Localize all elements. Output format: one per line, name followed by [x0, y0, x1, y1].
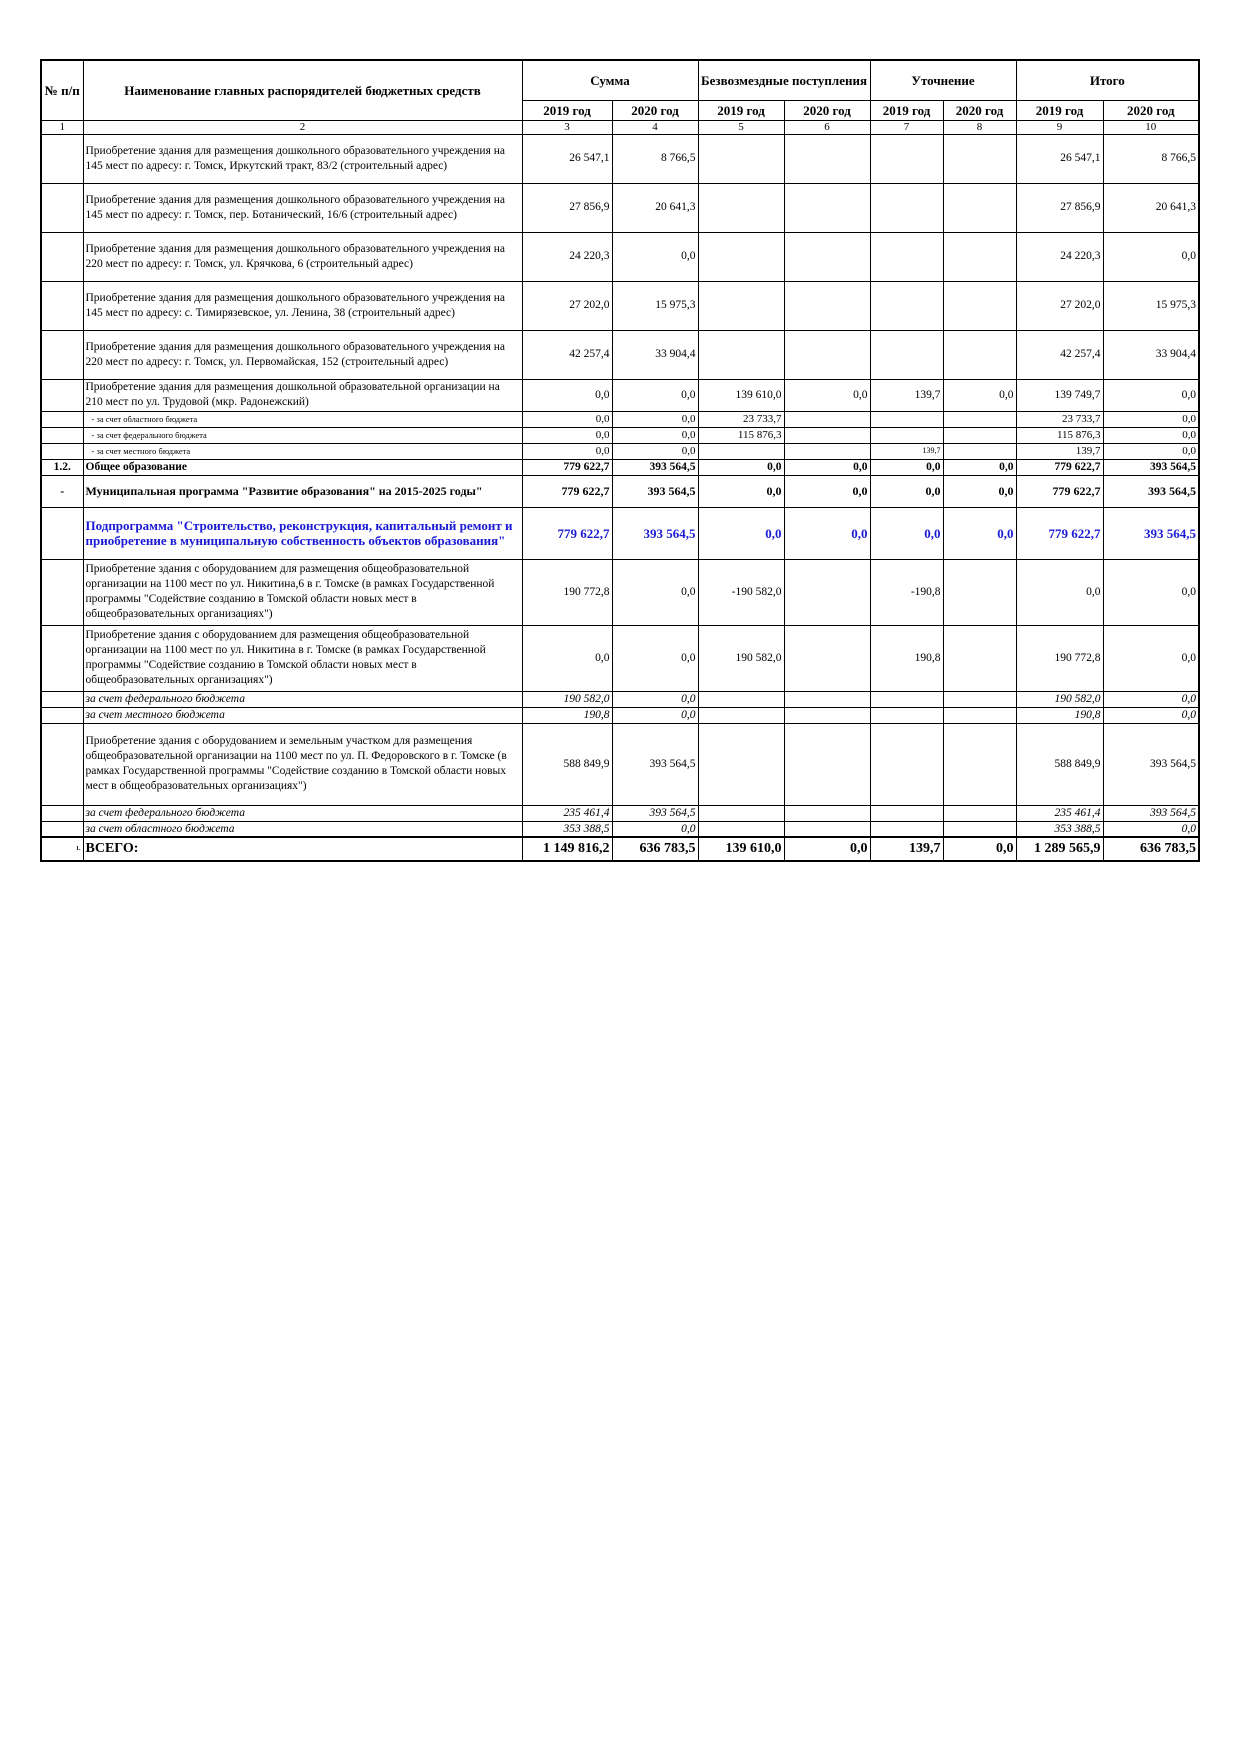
header-group-adjust: Уточнение — [870, 60, 1016, 100]
value-cell: 0,0 — [612, 379, 698, 411]
value-cell — [943, 281, 1016, 330]
value-cell — [698, 330, 784, 379]
value-cell — [698, 443, 784, 459]
table-row — [41, 625, 1199, 691]
value-cell — [870, 427, 943, 443]
value-cell — [784, 134, 870, 183]
value-cell: 0,0 — [612, 411, 698, 427]
table-row — [41, 134, 1199, 183]
column-index: 5 — [698, 120, 784, 134]
value-cell: 20 641,3 — [612, 183, 698, 232]
value-cell: 779 622,7 — [522, 507, 612, 559]
value-cell: 0,0 — [784, 837, 870, 861]
table-row — [41, 232, 1199, 281]
value-cell — [698, 691, 784, 707]
header-year: 2019 год — [870, 100, 943, 120]
row-name: за счет федерального бюджета — [83, 805, 522, 821]
value-cell: 0,0 — [784, 475, 870, 507]
value-cell: 0,0 — [784, 379, 870, 411]
value-cell: 0,0 — [943, 379, 1016, 411]
value-cell — [870, 232, 943, 281]
value-cell: 0,0 — [522, 427, 612, 443]
value-cell: 139 749,7 — [1016, 379, 1103, 411]
value-cell: 24 220,3 — [522, 232, 612, 281]
row-number — [41, 805, 83, 821]
value-cell: 8 766,5 — [612, 134, 698, 183]
value-cell — [698, 232, 784, 281]
value-cell: 588 849,9 — [1016, 723, 1103, 805]
row-name: за счет областного бюджета — [83, 821, 522, 837]
value-cell: 15 975,3 — [612, 281, 698, 330]
value-cell — [943, 707, 1016, 723]
value-cell — [943, 183, 1016, 232]
value-cell: 393 564,5 — [1103, 475, 1199, 507]
value-cell: 393 564,5 — [1103, 507, 1199, 559]
table-row — [41, 707, 1199, 723]
value-cell: 23 733,7 — [698, 411, 784, 427]
value-cell: 0,0 — [1103, 559, 1199, 625]
value-cell — [784, 723, 870, 805]
value-cell — [943, 691, 1016, 707]
row-number: - — [41, 475, 83, 507]
row-name: ВСЕГО: — [83, 837, 522, 861]
value-cell: 0,0 — [870, 459, 943, 475]
header-name: Наименование главных распорядителей бюджетных средств — [83, 60, 522, 120]
value-cell: 0,0 — [612, 443, 698, 459]
row-number — [41, 183, 83, 232]
value-cell — [943, 411, 1016, 427]
value-cell: 190,8 — [1016, 707, 1103, 723]
value-cell: 26 547,1 — [522, 134, 612, 183]
table-row — [41, 379, 1199, 411]
row-number — [41, 134, 83, 183]
value-cell — [784, 281, 870, 330]
row-name: Приобретение здания с оборудованием и земельным участком для размещения общеобразовательной организации на 1100 мест по ул. П. Федоровского в г. Томске (в рамках Государственной программы "Содействие созданию в Томской области новых мест в общеобразовательных организациях") — [83, 723, 522, 805]
value-cell: 15 975,3 — [1103, 281, 1199, 330]
value-cell: 27 856,9 — [1016, 183, 1103, 232]
row-name: за счет федерального бюджета — [83, 691, 522, 707]
value-cell — [784, 330, 870, 379]
table-row — [41, 281, 1199, 330]
value-cell: 779 622,7 — [1016, 459, 1103, 475]
row-name: Приобретение здания для размещения дошкольного образовательного учреждения на 145 мест по адресу: г. Томск, пер. Ботанический, 16/6 (строительный адрес) — [83, 183, 522, 232]
value-cell — [870, 330, 943, 379]
row-number — [41, 427, 83, 443]
row-number — [41, 625, 83, 691]
value-cell: 779 622,7 — [1016, 475, 1103, 507]
value-cell: 1 149 816,2 — [522, 837, 612, 861]
value-cell — [870, 707, 943, 723]
value-cell: -190 582,0 — [698, 559, 784, 625]
row-number — [41, 379, 83, 411]
value-cell: 0,0 — [522, 411, 612, 427]
value-cell: 20 641,3 — [1103, 183, 1199, 232]
value-cell: 26 547,1 — [1016, 134, 1103, 183]
value-cell: 190 582,0 — [1016, 691, 1103, 707]
value-cell: 190,8 — [870, 625, 943, 691]
row-number — [41, 232, 83, 281]
value-cell: 636 783,5 — [612, 837, 698, 861]
value-cell — [784, 183, 870, 232]
value-cell: 393 564,5 — [1103, 723, 1199, 805]
table-row — [41, 805, 1199, 821]
value-cell: 0,0 — [612, 691, 698, 707]
value-cell — [784, 427, 870, 443]
value-cell: 0,0 — [522, 625, 612, 691]
table-row — [41, 183, 1199, 232]
value-cell — [943, 443, 1016, 459]
value-cell — [784, 559, 870, 625]
value-cell — [870, 183, 943, 232]
value-cell — [698, 183, 784, 232]
value-cell: 0,0 — [870, 475, 943, 507]
row-number — [41, 707, 83, 723]
value-cell: 33 904,4 — [1103, 330, 1199, 379]
row-name: Приобретение здания для размещения дошкольного образовательного учреждения на 220 мест по адресу: г. Томск, ул. Первомайская, 152 (строительный адрес) — [83, 330, 522, 379]
row-name: Приобретение здания для размещения дошкольного образовательного учреждения на 145 мест по адресу: г. Томск, Иркутский тракт, 83/2 (строительный адрес) — [83, 134, 522, 183]
row-number — [41, 411, 83, 427]
value-cell: 23 733,7 — [1016, 411, 1103, 427]
value-cell: 0,0 — [943, 475, 1016, 507]
budget-table — [40, 59, 1200, 862]
value-cell — [784, 411, 870, 427]
value-cell: 0,0 — [698, 475, 784, 507]
value-cell — [698, 281, 784, 330]
value-cell: 139 610,0 — [698, 379, 784, 411]
value-cell — [784, 707, 870, 723]
row-name: Подпрограмма "Строительство, реконструкция, капитальный ремонт и приобретение в муниципальную собственность объектов образования" — [83, 507, 522, 559]
table-row — [41, 427, 1199, 443]
column-index: 10 — [1103, 120, 1199, 134]
header-year: 2020 год — [1103, 100, 1199, 120]
value-cell — [943, 821, 1016, 837]
table-row — [41, 507, 1199, 559]
value-cell: 139 610,0 — [698, 837, 784, 861]
column-index: 2 — [83, 120, 522, 134]
value-cell: 1 289 565,9 — [1016, 837, 1103, 861]
value-cell — [784, 691, 870, 707]
header-year: 2019 год — [1016, 100, 1103, 120]
row-number: 1.2. — [41, 459, 83, 475]
value-cell — [784, 443, 870, 459]
value-cell: 0,0 — [1103, 232, 1199, 281]
value-cell: 0,0 — [1103, 691, 1199, 707]
value-cell — [698, 134, 784, 183]
value-cell: 0,0 — [1016, 559, 1103, 625]
column-index-row — [41, 120, 1199, 134]
row-number — [41, 559, 83, 625]
value-cell — [698, 821, 784, 837]
value-cell: 42 257,4 — [1016, 330, 1103, 379]
row-number — [41, 281, 83, 330]
value-cell — [870, 723, 943, 805]
header-group-total: Итого — [1016, 60, 1199, 100]
value-cell — [698, 723, 784, 805]
header-year: 2019 год — [698, 100, 784, 120]
table-row — [41, 691, 1199, 707]
value-cell: 0,0 — [1103, 379, 1199, 411]
column-index: 7 — [870, 120, 943, 134]
column-index: 8 — [943, 120, 1016, 134]
row-name: - за счет федерального бюджета — [83, 427, 522, 443]
header-year: 2020 год — [784, 100, 870, 120]
value-cell: 190 582,0 — [698, 625, 784, 691]
value-cell: 353 388,5 — [1016, 821, 1103, 837]
value-cell: 0,0 — [943, 837, 1016, 861]
value-cell: 139,7 — [870, 379, 943, 411]
value-cell — [784, 805, 870, 821]
row-number — [41, 507, 83, 559]
value-cell: 190 772,8 — [522, 559, 612, 625]
value-cell: 115 876,3 — [698, 427, 784, 443]
row-number — [41, 330, 83, 379]
header-year: 2020 год — [612, 100, 698, 120]
value-cell: 0,0 — [1103, 625, 1199, 691]
row-number — [41, 723, 83, 805]
value-cell: 0,0 — [943, 507, 1016, 559]
value-cell — [943, 232, 1016, 281]
value-cell: 353 388,5 — [522, 821, 612, 837]
row-name: Приобретение здания для размещения дошкольного образовательного учреждения на 145 мест по адресу: с. Тимирязевское, ул. Ленина, 38 (строительный адрес) — [83, 281, 522, 330]
value-cell: 393 564,5 — [1103, 459, 1199, 475]
value-cell: 190,8 — [522, 707, 612, 723]
value-cell: 393 564,5 — [612, 805, 698, 821]
value-cell: 0,0 — [1103, 821, 1199, 837]
row-number: 1. — [41, 837, 83, 861]
value-cell: 0,0 — [612, 707, 698, 723]
value-cell: 0,0 — [522, 379, 612, 411]
value-cell: 0,0 — [612, 625, 698, 691]
value-cell — [870, 411, 943, 427]
value-cell: 139,7 — [870, 443, 943, 459]
column-index: 1 — [41, 120, 83, 134]
value-cell: 393 564,5 — [612, 475, 698, 507]
row-name: - за счет местного бюджета — [83, 443, 522, 459]
value-cell: 588 849,9 — [522, 723, 612, 805]
table-row — [41, 475, 1199, 507]
table-row — [41, 723, 1199, 805]
value-cell — [784, 821, 870, 837]
value-cell: 190 772,8 — [1016, 625, 1103, 691]
value-cell: 190 582,0 — [522, 691, 612, 707]
table-row — [41, 443, 1199, 459]
header-year: 2019 год — [522, 100, 612, 120]
value-cell: 779 622,7 — [1016, 507, 1103, 559]
value-cell: 0,0 — [612, 427, 698, 443]
value-cell: 0,0 — [522, 443, 612, 459]
column-index: 3 — [522, 120, 612, 134]
value-cell: 393 564,5 — [1103, 805, 1199, 821]
row-name: Муниципальная программа "Развитие образования" на 2015-2025 годы" — [83, 475, 522, 507]
row-name: - за счет областного бюджета — [83, 411, 522, 427]
value-cell — [870, 821, 943, 837]
value-cell: 8 766,5 — [1103, 134, 1199, 183]
value-cell: 115 876,3 — [1016, 427, 1103, 443]
value-cell — [698, 707, 784, 723]
value-cell: 393 564,5 — [612, 507, 698, 559]
row-name: Общее образование — [83, 459, 522, 475]
header-year: 2020 год — [943, 100, 1016, 120]
column-index: 4 — [612, 120, 698, 134]
value-cell: 0,0 — [698, 459, 784, 475]
value-cell: 33 904,4 — [612, 330, 698, 379]
header-group-grants: Безвозмездные поступления — [698, 60, 870, 100]
column-index: 6 — [784, 120, 870, 134]
row-number — [41, 443, 83, 459]
row-name: за счет местного бюджета — [83, 707, 522, 723]
value-cell — [943, 723, 1016, 805]
value-cell: 27 202,0 — [522, 281, 612, 330]
value-cell — [698, 805, 784, 821]
value-cell: 27 856,9 — [522, 183, 612, 232]
value-cell — [943, 134, 1016, 183]
value-cell: 139,7 — [870, 837, 943, 861]
value-cell: 0,0 — [784, 459, 870, 475]
value-cell — [870, 805, 943, 821]
value-cell: 0,0 — [612, 232, 698, 281]
value-cell: 0,0 — [943, 459, 1016, 475]
value-cell: 779 622,7 — [522, 475, 612, 507]
value-cell — [784, 625, 870, 691]
table-row — [41, 821, 1199, 837]
row-name: Приобретение здания с оборудованием для размещения общеобразовательной организации на 1100 мест по ул. Никитина,6 в г. Томске (в рамках Государственной программы "Содействие созданию в Томской области новых мест в общеобразовательных организациях") — [83, 559, 522, 625]
row-number — [41, 691, 83, 707]
value-cell — [870, 281, 943, 330]
value-cell: 0,0 — [1103, 427, 1199, 443]
header-num: № п/п — [41, 60, 83, 120]
value-cell: 0,0 — [1103, 443, 1199, 459]
value-cell: 235 461,4 — [1016, 805, 1103, 821]
value-cell: 235 461,4 — [522, 805, 612, 821]
value-cell — [943, 427, 1016, 443]
value-cell: 636 783,5 — [1103, 837, 1199, 861]
value-cell: 0,0 — [1103, 411, 1199, 427]
value-cell: 393 564,5 — [612, 723, 698, 805]
value-cell: 779 622,7 — [522, 459, 612, 475]
value-cell — [943, 805, 1016, 821]
value-cell: 42 257,4 — [522, 330, 612, 379]
value-cell: 24 220,3 — [1016, 232, 1103, 281]
value-cell: 0,0 — [784, 507, 870, 559]
value-cell — [943, 559, 1016, 625]
column-index: 9 — [1016, 120, 1103, 134]
value-cell — [870, 691, 943, 707]
value-cell — [943, 625, 1016, 691]
row-name: Приобретение здания для размещения дошкольного образовательного учреждения на 220 мест по адресу: г. Томск, ул. Крячкова, 6 (строительный адрес) — [83, 232, 522, 281]
table-row — [41, 837, 1199, 861]
value-cell — [784, 232, 870, 281]
row-number — [41, 821, 83, 837]
value-cell: 0,0 — [870, 507, 943, 559]
value-cell: 0,0 — [612, 821, 698, 837]
table-row — [41, 330, 1199, 379]
value-cell: -190,8 — [870, 559, 943, 625]
value-cell: 27 202,0 — [1016, 281, 1103, 330]
value-cell — [943, 330, 1016, 379]
header-group-sum: Сумма — [522, 60, 698, 100]
table-row — [41, 559, 1199, 625]
value-cell: 0,0 — [612, 559, 698, 625]
value-cell: 139,7 — [1016, 443, 1103, 459]
row-name: Приобретение здания для размещения дошкольной образовательной организации на 210 мест по ул. Трудовой (мкр. Радонежский) — [83, 379, 522, 411]
value-cell: 0,0 — [698, 507, 784, 559]
value-cell — [870, 134, 943, 183]
table-row — [41, 459, 1199, 475]
table-row — [41, 411, 1199, 427]
value-cell: 393 564,5 — [612, 459, 698, 475]
row-name: Приобретение здания с оборудованием для размещения общеобразовательной организации на 1100 мест по ул. Никитина в г. Томске (в рамках Государственной программы "Содействие созданию в Томской области новых мест в общеобразовательных организациях") — [83, 625, 522, 691]
value-cell: 0,0 — [1103, 707, 1199, 723]
